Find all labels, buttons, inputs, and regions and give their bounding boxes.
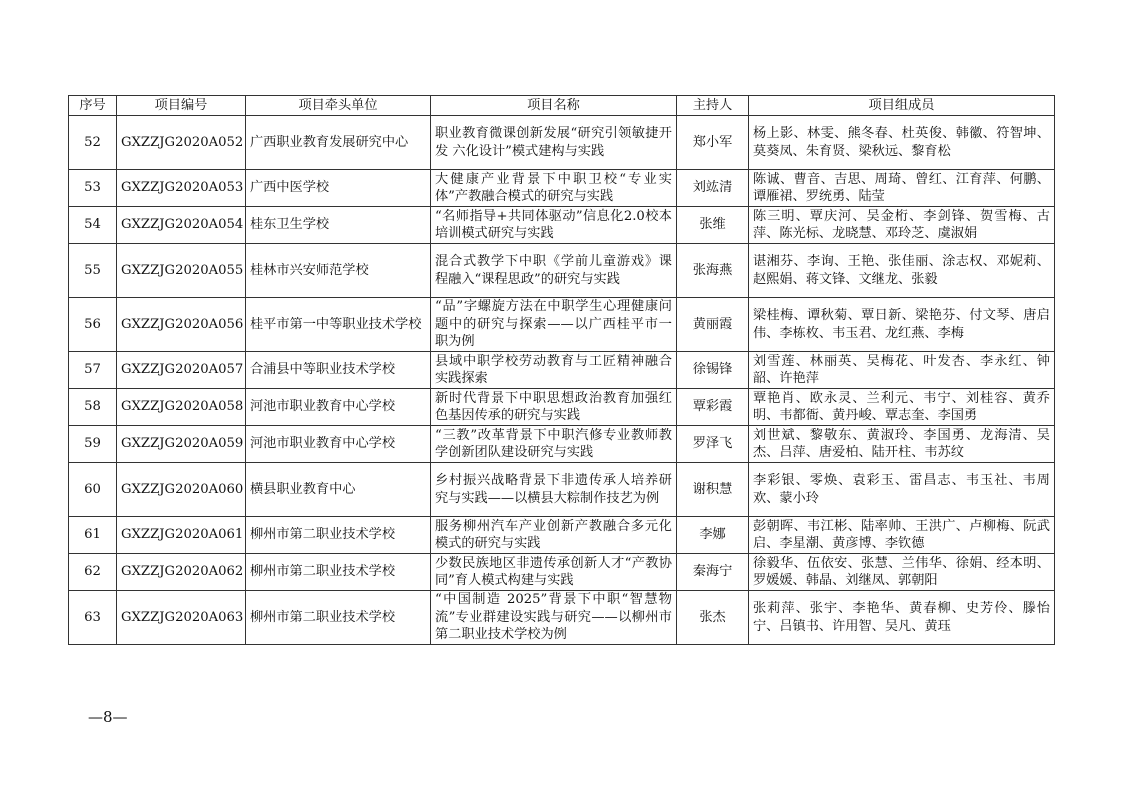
cell-members: 覃艳肖、欧永灵、兰利元、韦宁、刘桂容、黄乔明、韦都衙、黄丹峻、覃志奎、李国勇 <box>749 389 1055 426</box>
cell-unit: 横县职业教育中心 <box>246 463 431 517</box>
table-row <box>69 352 1055 389</box>
cell-unit: 桂东卫生学校 <box>246 207 431 244</box>
cell-unit: 桂平市第一中等职业技术学校 <box>246 298 431 352</box>
cell-seq: 57 <box>69 352 117 389</box>
cell-code: GXZZJG2020A056 <box>117 298 246 352</box>
cell-name: 服务柳州汽车产业创新产教融合多元化模式的研究与实践 <box>431 517 677 554</box>
cell-seq: 53 <box>69 170 117 207</box>
cell-seq: 58 <box>69 389 117 426</box>
cell-seq: 62 <box>69 554 117 591</box>
cell-members: 李彩银、零焕、袁彩玉、雷昌志、韦玉社、韦周欢、蒙小玲 <box>749 463 1055 517</box>
cell-host: 黄丽霞 <box>677 298 749 352</box>
table-row <box>69 298 1055 352</box>
header-host: 主持人 <box>677 96 749 116</box>
header-code: 项目编号 <box>117 96 246 116</box>
cell-code: GXZZJG2020A059 <box>117 426 246 463</box>
cell-unit: 河池市职业教育中心学校 <box>246 389 431 426</box>
cell-seq: 59 <box>69 426 117 463</box>
cell-unit: 河池市职业教育中心学校 <box>246 426 431 463</box>
cell-code: GXZZJG2020A061 <box>117 517 246 554</box>
cell-name: 少数民族地区非遗传承创新人才“产教协同”育人模式构建与实践 <box>431 554 677 591</box>
header-members: 项目组成员 <box>749 96 1055 116</box>
cell-unit: 广西中医学校 <box>246 170 431 207</box>
cell-code: GXZZJG2020A060 <box>117 463 246 517</box>
cell-members: 陈诚、曹音、吉思、周琦、曾红、江育萍、何鹏、谭雁裙、罗统勇、陆莹 <box>749 170 1055 207</box>
cell-members: 张莉萍、张宇、李艳华、黄春柳、史芳伶、滕怡宁、吕镇书、许用智、吴凡、黄珏 <box>749 591 1055 645</box>
table-row <box>69 244 1055 298</box>
table-row <box>69 426 1055 463</box>
cell-members: 刘世斌、黎敬东、黄淑玲、李国勇、龙海清、吴杰、吕萍、唐爱柏、陆开柱、韦苏纹 <box>749 426 1055 463</box>
cell-unit: 合浦县中等职业技术学校 <box>246 352 431 389</box>
cell-name: “品”字螺旋方法在中职学生心理健康问题中的研究与探索——以广西桂平市一职为例 <box>431 298 677 352</box>
cell-host: 覃彩霞 <box>677 389 749 426</box>
table-row <box>69 389 1055 426</box>
cell-host: 张海燕 <box>677 244 749 298</box>
cell-code: GXZZJG2020A063 <box>117 591 246 645</box>
cell-host: 徐锡锋 <box>677 352 749 389</box>
cell-seq: 52 <box>69 116 117 170</box>
cell-unit: 柳州市第二职业技术学校 <box>246 554 431 591</box>
cell-name: “三教”改革背景下中职汽修专业教师教学创新团队建设研究与实践 <box>431 426 677 463</box>
cell-members: 杨上影、林雯、熊冬春、杜英俊、韩徽、符智坤、莫葵凤、朱育贤、梁秋远、黎育松 <box>749 116 1055 170</box>
cell-unit: 桂林市兴安师范学校 <box>246 244 431 298</box>
cell-name: 乡村振兴战略背景下非遗传承人培养研究与实践——以横县大粽制作技艺为例 <box>431 463 677 517</box>
cell-unit: 广西职业教育发展研究中心 <box>246 116 431 170</box>
cell-name: 职业教育微课创新发展“研究引领敏捷开发 六化设计”模式建构与实践 <box>431 116 677 170</box>
cell-host: 郑小军 <box>677 116 749 170</box>
table-row <box>69 554 1055 591</box>
header-name: 项目名称 <box>431 96 677 116</box>
cell-unit: 柳州市第二职业技术学校 <box>246 517 431 554</box>
cell-code: GXZZJG2020A053 <box>117 170 246 207</box>
cell-members: 梁桂梅、谭秋菊、覃日新、梁艳芬、付文琴、唐启伟、李栋枚、韦玉君、龙红燕、李梅 <box>749 298 1055 352</box>
cell-name: 新时代背景下中职思想政治教育加强红色基因传承的研究与实践 <box>431 389 677 426</box>
cell-name: 大健康产业背景下中职卫校“专业实体”产教融合模式的研究与实践 <box>431 170 677 207</box>
cell-seq: 54 <box>69 207 117 244</box>
cell-host: 张维 <box>677 207 749 244</box>
header-unit: 项目牵头单位 <box>246 96 431 116</box>
cell-code: GXZZJG2020A057 <box>117 352 246 389</box>
cell-name: 县域中职学校劳动教育与工匠精神融合实践探索 <box>431 352 677 389</box>
page-number: —8— <box>88 708 128 726</box>
project-table <box>68 95 1055 645</box>
cell-code: GXZZJG2020A052 <box>117 116 246 170</box>
cell-members: 谌湘芬、李询、王艳、张佳丽、涂志权、邓妮莉、赵熙娟、蒋文锋、文继龙、张毅 <box>749 244 1055 298</box>
table-row <box>69 591 1055 645</box>
table-body <box>69 116 1055 645</box>
cell-host: 秦海宁 <box>677 554 749 591</box>
cell-seq: 60 <box>69 463 117 517</box>
cell-code: GXZZJG2020A058 <box>117 389 246 426</box>
table-header-row <box>69 96 1055 116</box>
cell-code: GXZZJG2020A062 <box>117 554 246 591</box>
cell-host: 罗泽飞 <box>677 426 749 463</box>
cell-members: 陈三明、覃庆河、吴金桁、李剑锋、贺雪梅、古萍、陈光标、龙晓慧、邓玲芝、虞淑娟 <box>749 207 1055 244</box>
cell-seq: 61 <box>69 517 117 554</box>
cell-code: GXZZJG2020A055 <box>117 244 246 298</box>
cell-members: 徐毅华、伍依安、张慧、兰伟华、徐娟、经本明、罗媛媛、韩晶、刘继凤、郭朝阳 <box>749 554 1055 591</box>
cell-name: “名师指导+共同体驱动”信息化2.0校本培训模式研究与实践 <box>431 207 677 244</box>
cell-host: 刘竑清 <box>677 170 749 207</box>
cell-code: GXZZJG2020A054 <box>117 207 246 244</box>
table-row <box>69 517 1055 554</box>
cell-members: 彭朝晖、韦江彬、陆率帅、王洪广、卢柳梅、阮武启、李星潮、黄彦博、李钦德 <box>749 517 1055 554</box>
cell-unit: 柳州市第二职业技术学校 <box>246 591 431 645</box>
table-row <box>69 170 1055 207</box>
table-row <box>69 463 1055 517</box>
cell-seq: 56 <box>69 298 117 352</box>
cell-host: 李娜 <box>677 517 749 554</box>
cell-host: 张杰 <box>677 591 749 645</box>
header-seq: 序号 <box>69 96 117 116</box>
cell-members: 刘雪莲、林丽英、吴梅花、叶发杏、李永红、钟韶、许艳萍 <box>749 352 1055 389</box>
cell-host: 谢积慧 <box>677 463 749 517</box>
cell-name: “中国制造 2025”背景下中职“智慧物流”专业群建设实践与研究——以柳州市第二职业技术学校为例 <box>431 591 677 645</box>
table-row <box>69 116 1055 170</box>
cell-name: 混合式教学下中职《学前儿童游戏》课程融入“课程思政”的研究与实践 <box>431 244 677 298</box>
cell-seq: 55 <box>69 244 117 298</box>
cell-seq: 63 <box>69 591 117 645</box>
table-row <box>69 207 1055 244</box>
